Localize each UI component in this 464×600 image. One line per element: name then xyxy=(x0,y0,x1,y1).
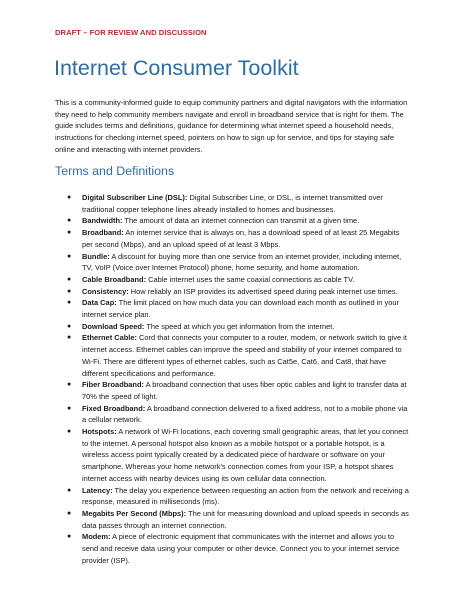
bullet-icon: ● xyxy=(67,533,72,541)
term-list-item xyxy=(67,332,412,379)
bullet-icon: ● xyxy=(67,509,72,517)
term-list-item xyxy=(67,251,412,274)
term-definition: Cable internet uses the same coaxial connections as cable TV. xyxy=(146,274,355,284)
bullet-icon: ● xyxy=(67,404,72,412)
bullet-icon: ● xyxy=(67,287,72,295)
bullet-icon: ● xyxy=(67,194,72,201)
intro-paragraph: This is a community-informed guide to equip community partners and digital navigators with the information they need to help community members navigate and enroll in broadband service that is right for them. The guide includes terms and definitions, guidance for determining what internet speed a household needs, instructions for checking internet speed, pointers on how to sign up for service, and tips for staying safe online and interacting with internet providers. xyxy=(55,98,408,154)
term-name: Consistency: xyxy=(82,286,129,296)
term-list-item xyxy=(67,286,412,298)
term-list-item xyxy=(67,297,412,320)
term-definition: The speed at which you get information from the internet. xyxy=(144,321,335,331)
term-name: Data Cap: xyxy=(82,298,117,308)
term-name: Modem: xyxy=(82,532,111,542)
term-definition: A broadband connection that uses fiber optic cables and light to transfer data at 70% the speed of light. xyxy=(82,380,407,401)
term-list-item xyxy=(67,215,412,227)
term-list-item xyxy=(67,192,412,215)
term-definition: Cord that connects your computer to a router, modem, or network switch to give it internet access. Ethernet cables can improve the speed and stability of your internet compared to Wi-Fi. There are different types of ethernet cables, such as Cat5e, Cat6, and Cat8, that have different specifications and performance. xyxy=(82,333,407,378)
term-name: Latency: xyxy=(82,485,113,495)
term-definition: Digital Subscriber Line, or DSL, is internet transmitted over traditional copper telephone lines already installed to homes and businesses. xyxy=(82,193,383,214)
term-name: Cable Broadband: xyxy=(82,274,147,284)
term-definition: How reliably an ISP provides its advertised speed during peak internet use times. xyxy=(128,286,398,296)
term-list-item xyxy=(67,403,412,426)
term-list-item xyxy=(67,274,412,286)
term-name: Bundle: xyxy=(82,251,110,261)
term-name: Fiber Broadband: xyxy=(82,380,144,390)
bullet-icon: ● xyxy=(67,322,72,330)
term-list-item xyxy=(67,485,412,508)
term-name: Megabits Per Second (Mbps): xyxy=(82,508,187,518)
terms-list xyxy=(67,192,412,567)
term-definition: A piece of electronic equipment that communicates with the internet and allows you to send and receive data using your computer or other device. Connect you to your internet service provider (ISP). xyxy=(82,532,400,565)
term-name: Fixed Broadband: xyxy=(82,403,146,413)
term-list-item xyxy=(67,379,412,402)
term-name: Bandwidth: xyxy=(82,216,123,226)
term-definition: The amount of data an internet connection can transmit at a given time. xyxy=(122,216,360,226)
term-list-item xyxy=(67,531,412,566)
term-definition: The unit for measuring download and upload speeds in seconds as data passes through an internet connection. xyxy=(82,508,409,530)
bullet-icon: ● xyxy=(67,217,72,225)
draft-label: DRAFT – FOR REVIEW AND DISCUSSION xyxy=(55,28,207,37)
term-list-item xyxy=(67,426,412,485)
term-list-item xyxy=(67,321,412,333)
term-list-item xyxy=(67,508,412,531)
bullet-icon: ● xyxy=(67,486,72,494)
bullet-icon: ● xyxy=(67,275,72,283)
bullet-icon: ● xyxy=(67,428,72,436)
term-name: Digital Subscriber Line (DSL): xyxy=(82,193,188,202)
term-definition: An internet service that is always on, has a download speed of at least 25 Megabits per second (Mbps), and an upload speed of at least 3 Mbps. xyxy=(82,228,400,249)
term-definition: The limit placed on how much data you can download each month as outlined in your internet service plan. xyxy=(82,298,399,320)
term-name: Broadband: xyxy=(82,228,124,238)
term-name: Download Speed: xyxy=(82,321,145,331)
bullet-icon: ● xyxy=(67,252,72,260)
bullet-icon: ● xyxy=(67,334,72,342)
term-list-item xyxy=(67,227,412,250)
section-heading-terms: Terms and Definitions xyxy=(55,164,175,178)
term-definition: A discount for buying more than one service from an internet provider, including internet, TV, VoIP (Voice over Internet Protocol) phone, home security, and home automation. xyxy=(82,251,402,273)
bullet-icon: ● xyxy=(67,229,72,237)
term-definition: The delay you experience between requesting an action from the network and receiving a response, measured in milliseconds (ms). xyxy=(82,485,409,507)
term-definition: A broadband connection delivered to a fixed address, not to a mobile phone via a cellular network. xyxy=(82,403,408,425)
bullet-icon: ● xyxy=(67,381,72,389)
page-title: Internet Consumer Toolkit xyxy=(54,56,299,80)
term-name: Ethernet Cable: xyxy=(82,333,137,343)
term-name: Hotspots: xyxy=(82,427,117,437)
term-definition: A network of Wi-Fi locations, each covering small geographic areas, that let you connect to the internet. A personal hotspot also known as a mobile hotspot or a portable hotspot, is a wireless access point typically created by a dedicated piece of hardware or software on your smartphone. Whereas your home network's connection comes from your ISP, a hotspot shares internet access with nearby devices using its own cellular data connection. xyxy=(82,427,409,483)
bullet-icon: ● xyxy=(67,299,72,307)
